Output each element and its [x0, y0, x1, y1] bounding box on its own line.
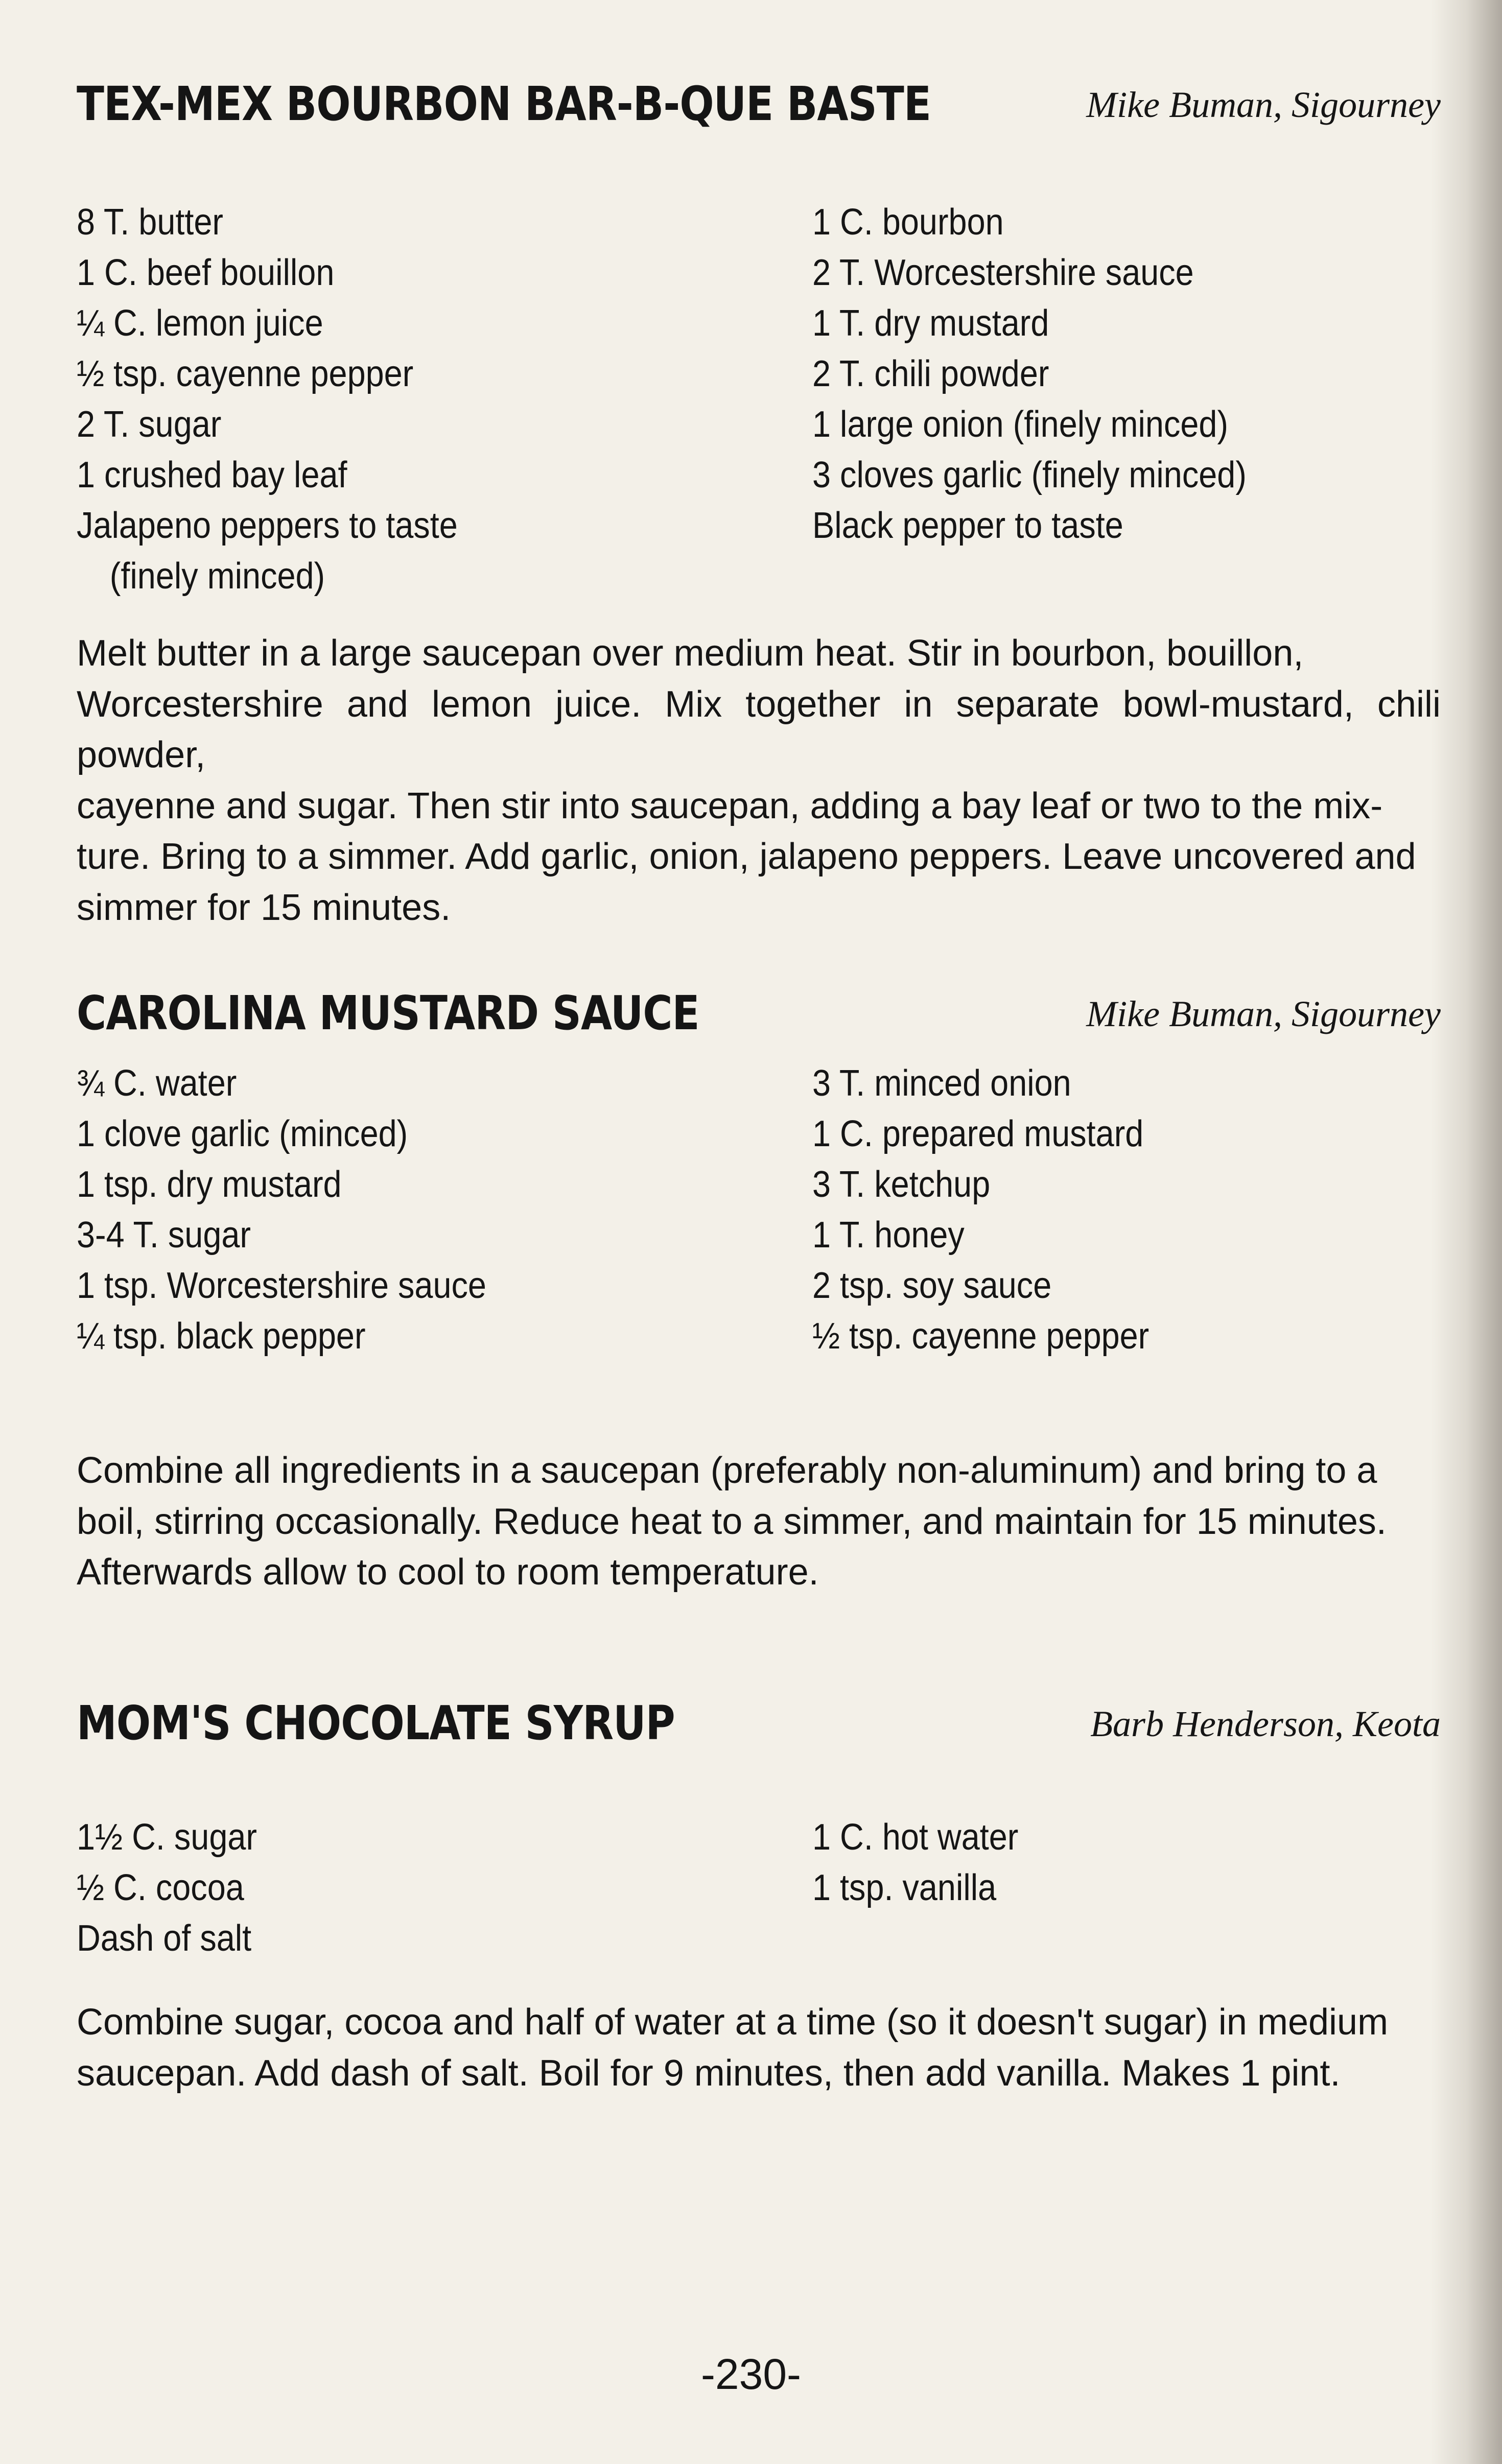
ingredient: Black pepper to taste: [812, 505, 1123, 546]
recipe-title: CAROLINA MUSTARD SAUCE: [77, 986, 699, 1040]
ingredient: 1 T. honey: [812, 1215, 965, 1255]
page-number: -230-: [700, 2350, 802, 2398]
recipe-title: TEX-MEX BOURBON BAR-B-QUE BASTE: [77, 77, 931, 131]
ingredient: 1 C. beef bouillon: [77, 252, 335, 293]
ingredient: 1 tsp. dry mustard: [77, 1164, 342, 1205]
recipe-author: Mike Buman, Sigourney: [1086, 993, 1441, 1034]
instruction-line: Combine sugar, cocoa and half of water at a time (so it doesn't sugar) in medium: [77, 2002, 1389, 2043]
ingredient: (finely minced): [109, 556, 325, 597]
ingredient: 1½ C. sugar: [77, 1817, 257, 1858]
ingredient: 8 T. butter: [77, 202, 223, 243]
recipe-instructions: [77, 1446, 1441, 1598]
ingredient: 3 T. minced onion: [812, 1063, 1071, 1104]
instruction-line: boil, stirring occasionally. Reduce heat to a simmer, and maintain for 15 minutes.: [77, 1501, 1387, 1542]
instruction-line: Combine all ingredients in a saucepan (preferably non-aluminum) and bring to a: [77, 1450, 1377, 1491]
ingredient: 2 tsp. soy sauce: [812, 1265, 1052, 1306]
instruction-line: Worcestershire and lemon juice. Mix together in separate bowl-mustard, chili powder,: [77, 683, 1441, 775]
ingredient: 3-4 T. sugar: [77, 1215, 251, 1255]
instruction-line: Afterwards allow to cool to room temperature.: [77, 1552, 819, 1593]
ingredient: 1 C. prepared mustard: [812, 1113, 1144, 1154]
instruction-line: ture. Bring to a simmer. Add garlic, onion, jalapeno peppers. Leave uncovered and: [77, 836, 1416, 877]
ingredient: Jalapeno peppers to taste: [77, 505, 458, 546]
ingredient: 3 cloves garlic (finely minced): [812, 455, 1247, 495]
ingredient: 1 C. hot water: [812, 1817, 1019, 1858]
recipe-instructions: [77, 628, 1441, 933]
ingredient: ¼ tsp. black pepper: [77, 1316, 366, 1357]
instruction-line: saucepan. Add dash of salt. Boil for 9 minutes, then add vanilla. Makes 1 pint.: [77, 2052, 1341, 2094]
ingredient: 1 tsp. Worcestershire sauce: [77, 1265, 486, 1306]
ingredient: 1 C. bourbon: [812, 202, 1004, 243]
ingredient: 1 T. dry mustard: [812, 303, 1049, 344]
ingredients-left-column: [77, 1058, 807, 1362]
ingredient: ½ C. cocoa: [77, 1867, 244, 1908]
ingredient: 1 tsp. vanilla: [812, 1867, 997, 1908]
ingredient: 1 clove garlic (minced): [77, 1113, 408, 1154]
recipe-header: [77, 77, 1441, 138]
ingredients-right-column: [812, 1812, 1441, 1913]
instruction-line: Melt butter in a large saucepan over medium heat. Stir in bourbon, bouillon,: [77, 633, 1304, 674]
instruction-line: cayenne and sugar. Then stir into saucepan, adding a bay leaf or two to the mix-: [77, 785, 1383, 826]
ingredient: 2 T. sugar: [77, 404, 222, 445]
recipe-carolina-mustard: [77, 986, 1441, 1593]
ingredients-left-column: [77, 197, 807, 602]
ingredients-right-column: [812, 1058, 1441, 1362]
ingredient: ¼ C. lemon juice: [77, 303, 323, 344]
recipe-author: Barb Henderson, Keota: [1090, 1703, 1441, 1744]
recipe-header: [77, 1696, 1441, 1757]
ingredient: 2 T. chili powder: [812, 353, 1049, 394]
ingredient: 1 crushed bay leaf: [77, 455, 347, 495]
recipe-tex-mex-baste: [77, 77, 1441, 928]
ingredient: 2 T. Worcestershire sauce: [812, 252, 1194, 293]
ingredients-right-column: [812, 197, 1441, 551]
ingredient: Dash of salt: [77, 1918, 252, 1959]
ingredient: ½ tsp. cayenne pepper: [812, 1316, 1149, 1357]
ingredient: 1 large onion (finely minced): [812, 404, 1229, 445]
ingredient: ½ tsp. cayenne pepper: [77, 353, 414, 394]
ingredient: 3 T. ketchup: [812, 1164, 991, 1205]
recipe-instructions: [77, 1997, 1441, 2099]
recipe-chocolate-syrup: [77, 1696, 1441, 2094]
recipe-title: MOM'S CHOCOLATE SYRUP: [77, 1696, 675, 1750]
ingredient: ¾ C. water: [77, 1063, 237, 1104]
instruction-line: simmer for 15 minutes.: [77, 887, 451, 928]
recipe-author: Mike Buman, Sigourney: [1086, 84, 1441, 125]
recipe-header: [77, 986, 1441, 1047]
ingredients-left-column: [77, 1812, 807, 1964]
